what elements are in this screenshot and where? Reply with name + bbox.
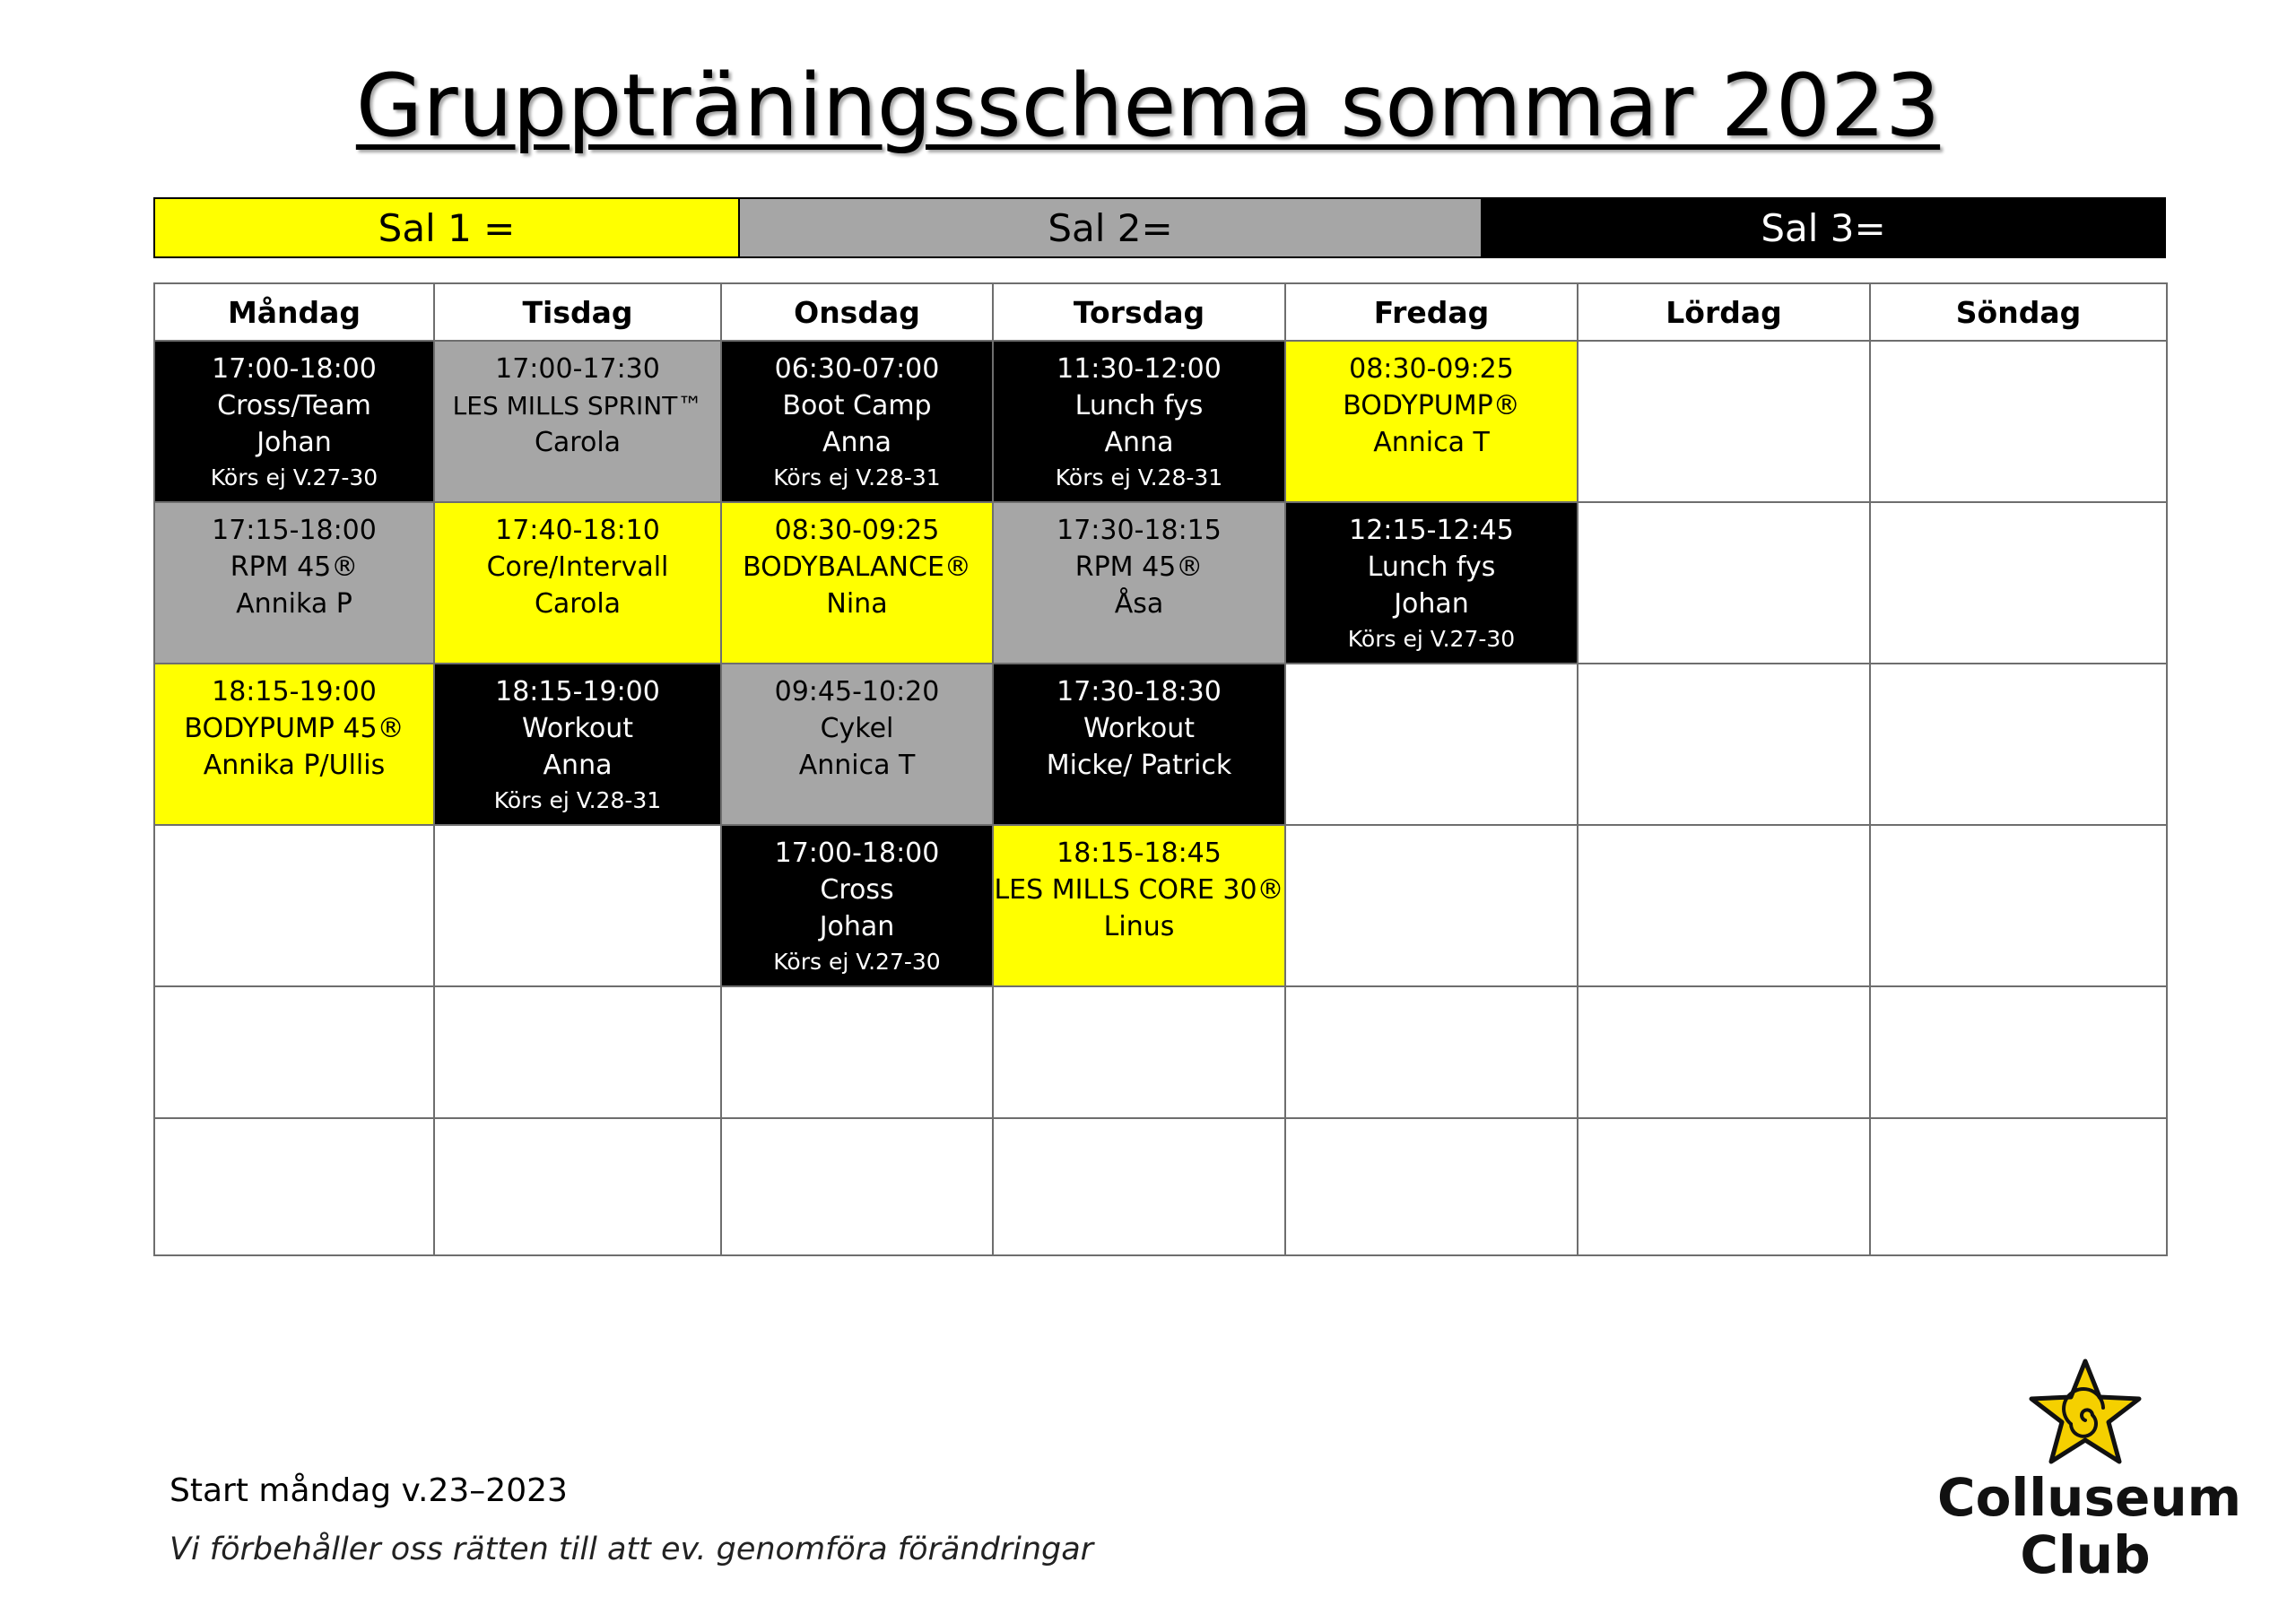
class-event xyxy=(155,342,433,495)
class-instructor: Åsa xyxy=(1114,588,1164,620)
day-header-saturday: Lördag xyxy=(1578,283,1870,341)
class-note: Körs ej V.28-31 xyxy=(493,787,662,813)
class-note: Körs ej V.28-31 xyxy=(1055,464,1223,490)
empty-cell-wednesday xyxy=(721,986,993,1118)
class-instructor: Anna xyxy=(543,750,613,781)
schedule-row xyxy=(154,1118,2167,1255)
start-date-note: Start måndag v.23–2023 xyxy=(170,1472,568,1509)
class-note: Körs ej V.27-30 xyxy=(773,949,941,975)
empty-cell-friday xyxy=(1285,1118,1578,1255)
legend-sal-2: Sal 2= xyxy=(740,199,1483,256)
empty-cell-monday xyxy=(154,825,434,986)
class-time: 11:30-12:00 xyxy=(1057,353,1222,385)
empty-cell-saturday xyxy=(1578,341,1870,502)
class-time: 12:15-12:45 xyxy=(1349,515,1514,546)
class-name: Lunch fys xyxy=(1367,551,1496,583)
sal-legend xyxy=(153,197,2166,258)
empty-cell-monday xyxy=(154,1118,434,1255)
empty-cell-thursday xyxy=(993,986,1285,1118)
class-event xyxy=(155,664,433,784)
class-cell-friday xyxy=(1285,341,1578,502)
class-time: 08:30-09:25 xyxy=(774,515,940,546)
class-time: 18:15-19:00 xyxy=(495,676,660,707)
class-instructor: Nina xyxy=(826,588,888,620)
class-cell-thursday xyxy=(993,341,1285,502)
class-time: 17:30-18:30 xyxy=(1057,676,1222,707)
class-time: 17:00-17:30 xyxy=(495,353,660,385)
empty-cell-monday xyxy=(154,986,434,1118)
class-note: Körs ej V.27-30 xyxy=(1347,626,1516,652)
class-name: Core/Intervall xyxy=(486,551,669,583)
day-header-row xyxy=(154,283,2167,341)
class-event xyxy=(722,664,992,784)
class-note: Körs ej V.28-31 xyxy=(773,464,941,490)
class-event xyxy=(435,503,720,622)
class-name: Workout xyxy=(1083,713,1196,744)
class-cell-thursday xyxy=(993,664,1285,825)
schedule-row xyxy=(154,341,2167,502)
schedule-table xyxy=(153,282,2168,1256)
day-header-monday: Måndag xyxy=(154,283,434,341)
class-name: Lunch fys xyxy=(1074,390,1204,421)
schedule-row xyxy=(154,664,2167,825)
legend-sal-1: Sal 1 = xyxy=(155,199,740,256)
day-header-wednesday: Onsdag xyxy=(721,283,993,341)
empty-cell-sunday xyxy=(1870,1118,2167,1255)
class-time: 08:30-09:25 xyxy=(1349,353,1514,385)
class-time: 18:15-19:00 xyxy=(212,676,377,707)
class-event xyxy=(435,342,720,461)
class-instructor: Linus xyxy=(1103,911,1175,942)
class-cell-monday xyxy=(154,664,434,825)
empty-cell-saturday xyxy=(1578,1118,1870,1255)
legend-sal-3: Sal 3= xyxy=(1483,199,2164,256)
star-swirl-icon xyxy=(2022,1354,2148,1471)
class-time: 09:45-10:20 xyxy=(774,676,940,707)
class-instructor: Johan xyxy=(1394,588,1469,620)
class-time: 18:15-18:45 xyxy=(1057,838,1222,869)
class-name: Cross/Team xyxy=(217,390,371,421)
empty-cell-sunday xyxy=(1870,341,2167,502)
class-instructor: Johan xyxy=(819,911,895,942)
day-header-sunday: Söndag xyxy=(1870,283,2167,341)
empty-cell-friday xyxy=(1285,664,1578,825)
class-instructor: Annika P xyxy=(236,588,352,620)
class-event xyxy=(994,664,1284,784)
empty-cell-tuesday xyxy=(434,825,721,986)
class-cell-monday xyxy=(154,502,434,664)
class-cell-wednesday xyxy=(721,664,993,825)
class-event xyxy=(1286,503,1577,656)
logo-text-line2: Club xyxy=(2020,1524,2151,1585)
class-instructor: Micke/ Patrick xyxy=(1046,750,1232,781)
empty-cell-saturday xyxy=(1578,986,1870,1118)
class-event xyxy=(722,342,992,495)
class-event xyxy=(994,826,1284,945)
class-time: 17:40-18:10 xyxy=(495,515,660,546)
page-title: Gruppträningsschema sommar 2023 xyxy=(355,56,1941,156)
class-event xyxy=(994,342,1284,495)
class-name: LES MILLS CORE 30® xyxy=(994,874,1284,906)
day-header-friday: Fredag xyxy=(1285,283,1578,341)
empty-cell-friday xyxy=(1285,986,1578,1118)
empty-cell-sunday xyxy=(1870,986,2167,1118)
class-name: RPM 45® xyxy=(230,551,359,583)
class-cell-thursday xyxy=(993,825,1285,986)
logo-text-line1: Colluseum xyxy=(1937,1467,2242,1528)
class-name: BODYPUMP® xyxy=(1343,390,1520,421)
empty-cell-saturday xyxy=(1578,825,1870,986)
class-name: LES MILLS SPRINT™ xyxy=(452,391,703,421)
disclaimer-note: Vi förbehåller oss rätten till att ev. genomföra förändringar xyxy=(170,1532,1094,1567)
empty-cell-wednesday xyxy=(721,1118,993,1255)
schedule-row xyxy=(154,502,2167,664)
class-time: 17:00-18:00 xyxy=(774,838,940,869)
empty-cell-saturday xyxy=(1578,664,1870,825)
empty-cell-tuesday xyxy=(434,986,721,1118)
class-time: 06:30-07:00 xyxy=(774,353,940,385)
empty-cell-sunday xyxy=(1870,502,2167,664)
class-name: Boot Camp xyxy=(782,390,932,421)
class-event xyxy=(722,503,992,622)
class-event xyxy=(435,664,720,818)
colluseum-club-logo xyxy=(1937,1354,2242,1596)
class-cell-tuesday xyxy=(434,664,721,825)
class-cell-thursday xyxy=(993,502,1285,664)
schedule-row xyxy=(154,825,2167,986)
class-time: 17:30-18:15 xyxy=(1057,515,1222,546)
class-cell-wednesday xyxy=(721,825,993,986)
class-name: BODYBALANCE® xyxy=(743,551,971,583)
empty-cell-friday xyxy=(1285,825,1578,986)
day-header-tuesday: Tisdag xyxy=(434,283,721,341)
class-instructor: Carola xyxy=(534,588,622,620)
class-name: BODYPUMP 45® xyxy=(184,713,404,744)
class-name: RPM 45® xyxy=(1074,551,1204,583)
class-event xyxy=(722,826,992,979)
class-instructor: Anna xyxy=(822,427,891,458)
class-instructor: Annica T xyxy=(798,750,916,781)
empty-cell-sunday xyxy=(1870,825,2167,986)
class-time: 17:15-18:00 xyxy=(212,515,377,546)
class-name: Cross xyxy=(820,874,894,906)
empty-cell-thursday xyxy=(993,1118,1285,1255)
class-name: Cykel xyxy=(820,713,894,744)
class-cell-tuesday xyxy=(434,341,721,502)
class-cell-tuesday xyxy=(434,502,721,664)
class-instructor: Carola xyxy=(534,427,622,458)
class-event xyxy=(994,503,1284,622)
class-instructor: Anna xyxy=(1104,427,1174,458)
class-instructor: Annika P/Ullis xyxy=(203,750,386,781)
empty-cell-saturday xyxy=(1578,502,1870,664)
class-note: Körs ej V.27-30 xyxy=(210,464,378,490)
empty-cell-tuesday xyxy=(434,1118,721,1255)
class-event xyxy=(155,503,433,622)
day-header-thursday: Torsdag xyxy=(993,283,1285,341)
class-cell-friday xyxy=(1285,502,1578,664)
class-cell-monday xyxy=(154,341,434,502)
class-instructor: Annica T xyxy=(1373,427,1490,458)
class-name: Workout xyxy=(521,713,634,744)
class-cell-wednesday xyxy=(721,502,993,664)
class-event xyxy=(1286,342,1577,461)
class-instructor: Johan xyxy=(257,427,332,458)
schedule-row xyxy=(154,986,2167,1118)
class-time: 17:00-18:00 xyxy=(212,353,377,385)
empty-cell-sunday xyxy=(1870,664,2167,825)
class-cell-wednesday xyxy=(721,341,993,502)
